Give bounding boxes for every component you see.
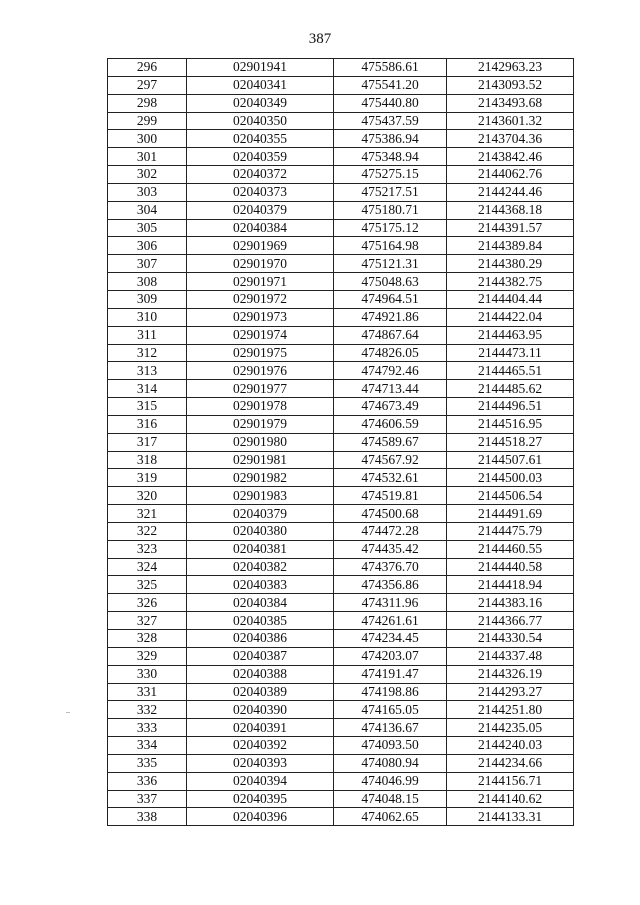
y-coordinate-cell: 2144500.03 (447, 469, 574, 487)
point-id-cell: 02901970 (187, 255, 334, 273)
x-coordinate-cell: 474673.49 (334, 398, 447, 416)
y-coordinate-cell: 2144382.75 (447, 273, 574, 291)
point-number-cell: 308 (108, 273, 187, 291)
point-number-cell: 325 (108, 576, 187, 594)
table-row (108, 201, 574, 219)
coordinates-table (107, 58, 574, 826)
y-coordinate-cell: 2144389.84 (447, 237, 574, 255)
point-number-cell: 334 (108, 737, 187, 755)
table-row (108, 130, 574, 148)
point-id-cell: 02040382 (187, 558, 334, 576)
x-coordinate-cell: 475121.31 (334, 255, 447, 273)
x-coordinate-cell: 474826.05 (334, 344, 447, 362)
x-coordinate-cell: 474198.86 (334, 683, 447, 701)
y-coordinate-cell: 2144337.48 (447, 647, 574, 665)
point-id-cell: 02901941 (187, 59, 334, 77)
y-coordinate-cell: 2144383.16 (447, 594, 574, 612)
x-coordinate-cell: 474867.64 (334, 326, 447, 344)
table-row (108, 380, 574, 398)
point-id-cell: 02040385 (187, 612, 334, 630)
table-row (108, 433, 574, 451)
x-coordinate-cell: 475164.98 (334, 237, 447, 255)
point-number-cell: 296 (108, 59, 187, 77)
y-coordinate-cell: 2144518.27 (447, 433, 574, 451)
table-row (108, 273, 574, 291)
table-row (108, 647, 574, 665)
y-coordinate-cell: 2144234.66 (447, 754, 574, 772)
x-coordinate-cell: 474261.61 (334, 612, 447, 630)
point-id-cell: 02040396 (187, 808, 334, 826)
point-id-cell: 02901973 (187, 308, 334, 326)
y-coordinate-cell: 2144244.46 (447, 183, 574, 201)
point-number-cell: 310 (108, 308, 187, 326)
point-number-cell: 328 (108, 630, 187, 648)
x-coordinate-cell: 475440.80 (334, 94, 447, 112)
table-row (108, 59, 574, 77)
point-id-cell: 02040395 (187, 790, 334, 808)
x-coordinate-cell: 474165.05 (334, 701, 447, 719)
point-number-cell: 297 (108, 76, 187, 94)
point-id-cell: 02040341 (187, 76, 334, 94)
y-coordinate-cell: 2144465.51 (447, 362, 574, 380)
point-id-cell: 02901976 (187, 362, 334, 380)
point-id-cell: 02901975 (187, 344, 334, 362)
table-row (108, 594, 574, 612)
x-coordinate-cell: 475180.71 (334, 201, 447, 219)
y-coordinate-cell: 2144460.55 (447, 540, 574, 558)
table-row (108, 112, 574, 130)
table-row (108, 290, 574, 308)
point-number-cell: 322 (108, 522, 187, 540)
y-coordinate-cell: 2144240.03 (447, 737, 574, 755)
point-number-cell: 300 (108, 130, 187, 148)
point-number-cell: 313 (108, 362, 187, 380)
point-id-cell: 02901978 (187, 398, 334, 416)
point-number-cell: 301 (108, 148, 187, 166)
point-number-cell: 306 (108, 237, 187, 255)
table-row (108, 719, 574, 737)
x-coordinate-cell: 475386.94 (334, 130, 447, 148)
x-coordinate-cell: 474921.86 (334, 308, 447, 326)
y-coordinate-cell: 2143093.52 (447, 76, 574, 94)
table-row (108, 326, 574, 344)
point-id-cell: 02040393 (187, 754, 334, 772)
point-id-cell: 02040372 (187, 166, 334, 184)
y-coordinate-cell: 2143601.32 (447, 112, 574, 130)
y-coordinate-cell: 2144485.62 (447, 380, 574, 398)
table-row (108, 469, 574, 487)
x-coordinate-cell: 474093.50 (334, 737, 447, 755)
table-row (108, 737, 574, 755)
margin-mark (66, 712, 70, 713)
table-row (108, 94, 574, 112)
point-number-cell: 333 (108, 719, 187, 737)
point-id-cell: 02901983 (187, 487, 334, 505)
x-coordinate-cell: 474532.61 (334, 469, 447, 487)
point-id-cell: 02040379 (187, 505, 334, 523)
table-row (108, 505, 574, 523)
point-number-cell: 326 (108, 594, 187, 612)
point-number-cell: 331 (108, 683, 187, 701)
y-coordinate-cell: 2144404.44 (447, 290, 574, 308)
point-id-cell: 02040350 (187, 112, 334, 130)
point-id-cell: 02901977 (187, 380, 334, 398)
y-coordinate-cell: 2144473.11 (447, 344, 574, 362)
y-coordinate-cell: 2144496.51 (447, 398, 574, 416)
x-coordinate-cell: 475541.20 (334, 76, 447, 94)
point-number-cell: 336 (108, 772, 187, 790)
point-id-cell: 02040379 (187, 201, 334, 219)
y-coordinate-cell: 2144422.04 (447, 308, 574, 326)
table-row (108, 344, 574, 362)
point-number-cell: 314 (108, 380, 187, 398)
y-coordinate-cell: 2144491.69 (447, 505, 574, 523)
x-coordinate-cell: 474048.15 (334, 790, 447, 808)
point-id-cell: 02040373 (187, 183, 334, 201)
point-id-cell: 02040387 (187, 647, 334, 665)
x-coordinate-cell: 474964.51 (334, 290, 447, 308)
x-coordinate-cell: 474080.94 (334, 754, 447, 772)
x-coordinate-cell: 474136.67 (334, 719, 447, 737)
table-row (108, 362, 574, 380)
y-coordinate-cell: 2144330.54 (447, 630, 574, 648)
y-coordinate-cell: 2144391.57 (447, 219, 574, 237)
point-number-cell: 337 (108, 790, 187, 808)
point-id-cell: 02040390 (187, 701, 334, 719)
x-coordinate-cell: 475217.51 (334, 183, 447, 201)
point-id-cell: 02901981 (187, 451, 334, 469)
point-id-cell: 02901980 (187, 433, 334, 451)
y-coordinate-cell: 2144366.77 (447, 612, 574, 630)
point-number-cell: 320 (108, 487, 187, 505)
y-coordinate-cell: 2143704.36 (447, 130, 574, 148)
point-number-cell: 318 (108, 451, 187, 469)
table-body (108, 59, 574, 826)
table-row (108, 790, 574, 808)
x-coordinate-cell: 475348.94 (334, 148, 447, 166)
y-coordinate-cell: 2144133.31 (447, 808, 574, 826)
table-row (108, 219, 574, 237)
table-row (108, 148, 574, 166)
point-number-cell: 309 (108, 290, 187, 308)
point-id-cell: 02040388 (187, 665, 334, 683)
point-id-cell: 02040384 (187, 219, 334, 237)
point-number-cell: 307 (108, 255, 187, 273)
table-row (108, 808, 574, 826)
x-coordinate-cell: 474046.99 (334, 772, 447, 790)
point-id-cell: 02901979 (187, 415, 334, 433)
point-id-cell: 02040392 (187, 737, 334, 755)
table-row (108, 701, 574, 719)
point-number-cell: 330 (108, 665, 187, 683)
x-coordinate-cell: 474191.47 (334, 665, 447, 683)
point-number-cell: 319 (108, 469, 187, 487)
x-coordinate-cell: 475586.61 (334, 59, 447, 77)
x-coordinate-cell: 475175.12 (334, 219, 447, 237)
point-number-cell: 305 (108, 219, 187, 237)
y-coordinate-cell: 2144326.19 (447, 665, 574, 683)
y-coordinate-cell: 2144235.05 (447, 719, 574, 737)
table-row (108, 558, 574, 576)
x-coordinate-cell: 474203.07 (334, 647, 447, 665)
x-coordinate-cell: 474062.65 (334, 808, 447, 826)
x-coordinate-cell: 475048.63 (334, 273, 447, 291)
table-row (108, 451, 574, 469)
table-row (108, 522, 574, 540)
y-coordinate-cell: 2144251.80 (447, 701, 574, 719)
table-row (108, 683, 574, 701)
y-coordinate-cell: 2144368.18 (447, 201, 574, 219)
y-coordinate-cell: 2144440.58 (447, 558, 574, 576)
y-coordinate-cell: 2144156.71 (447, 772, 574, 790)
y-coordinate-cell: 2144418.94 (447, 576, 574, 594)
x-coordinate-cell: 474567.92 (334, 451, 447, 469)
table-row (108, 772, 574, 790)
point-number-cell: 316 (108, 415, 187, 433)
x-coordinate-cell: 474792.46 (334, 362, 447, 380)
y-coordinate-cell: 2143493.68 (447, 94, 574, 112)
point-id-cell: 02040391 (187, 719, 334, 737)
point-id-cell: 02901972 (187, 290, 334, 308)
x-coordinate-cell: 474589.67 (334, 433, 447, 451)
x-coordinate-cell: 474356.86 (334, 576, 447, 594)
point-number-cell: 299 (108, 112, 187, 130)
point-id-cell: 02040349 (187, 94, 334, 112)
point-number-cell: 304 (108, 201, 187, 219)
table-row (108, 398, 574, 416)
table-row (108, 665, 574, 683)
y-coordinate-cell: 2144507.61 (447, 451, 574, 469)
y-coordinate-cell: 2144506.54 (447, 487, 574, 505)
y-coordinate-cell: 2144140.62 (447, 790, 574, 808)
x-coordinate-cell: 474713.44 (334, 380, 447, 398)
table-row (108, 754, 574, 772)
point-id-cell: 02901969 (187, 237, 334, 255)
y-coordinate-cell: 2144293.27 (447, 683, 574, 701)
x-coordinate-cell: 474376.70 (334, 558, 447, 576)
table-row (108, 576, 574, 594)
point-id-cell: 02901971 (187, 273, 334, 291)
y-coordinate-cell: 2144475.79 (447, 522, 574, 540)
point-number-cell: 338 (108, 808, 187, 826)
point-number-cell: 321 (108, 505, 187, 523)
point-number-cell: 324 (108, 558, 187, 576)
point-id-cell: 02040381 (187, 540, 334, 558)
table-row (108, 183, 574, 201)
table-row (108, 166, 574, 184)
point-number-cell: 298 (108, 94, 187, 112)
point-id-cell: 02901982 (187, 469, 334, 487)
y-coordinate-cell: 2142963.23 (447, 59, 574, 77)
table-row (108, 308, 574, 326)
table-row (108, 540, 574, 558)
y-coordinate-cell: 2144463.95 (447, 326, 574, 344)
x-coordinate-cell: 475437.59 (334, 112, 447, 130)
point-number-cell: 315 (108, 398, 187, 416)
point-number-cell: 327 (108, 612, 187, 630)
point-number-cell: 323 (108, 540, 187, 558)
table-row (108, 487, 574, 505)
point-number-cell: 332 (108, 701, 187, 719)
table-row (108, 612, 574, 630)
point-id-cell: 02040383 (187, 576, 334, 594)
point-number-cell: 329 (108, 647, 187, 665)
y-coordinate-cell: 2143842.46 (447, 148, 574, 166)
point-id-cell: 02040359 (187, 148, 334, 166)
point-number-cell: 312 (108, 344, 187, 362)
x-coordinate-cell: 474472.28 (334, 522, 447, 540)
table-row (108, 237, 574, 255)
x-coordinate-cell: 475275.15 (334, 166, 447, 184)
point-number-cell: 311 (108, 326, 187, 344)
page-number: 387 (308, 31, 332, 47)
x-coordinate-cell: 474500.68 (334, 505, 447, 523)
table-row (108, 255, 574, 273)
y-coordinate-cell: 2144062.76 (447, 166, 574, 184)
point-number-cell: 335 (108, 754, 187, 772)
x-coordinate-cell: 474519.81 (334, 487, 447, 505)
point-id-cell: 02040394 (187, 772, 334, 790)
point-id-cell: 02901974 (187, 326, 334, 344)
table-row (108, 76, 574, 94)
point-id-cell: 02040355 (187, 130, 334, 148)
x-coordinate-cell: 474311.96 (334, 594, 447, 612)
point-number-cell: 317 (108, 433, 187, 451)
point-id-cell: 02040386 (187, 630, 334, 648)
point-id-cell: 02040380 (187, 522, 334, 540)
point-id-cell: 02040384 (187, 594, 334, 612)
x-coordinate-cell: 474435.42 (334, 540, 447, 558)
y-coordinate-cell: 2144380.29 (447, 255, 574, 273)
point-number-cell: 302 (108, 166, 187, 184)
table-row (108, 415, 574, 433)
table-row (108, 630, 574, 648)
point-number-cell: 303 (108, 183, 187, 201)
x-coordinate-cell: 474606.59 (334, 415, 447, 433)
x-coordinate-cell: 474234.45 (334, 630, 447, 648)
point-id-cell: 02040389 (187, 683, 334, 701)
y-coordinate-cell: 2144516.95 (447, 415, 574, 433)
